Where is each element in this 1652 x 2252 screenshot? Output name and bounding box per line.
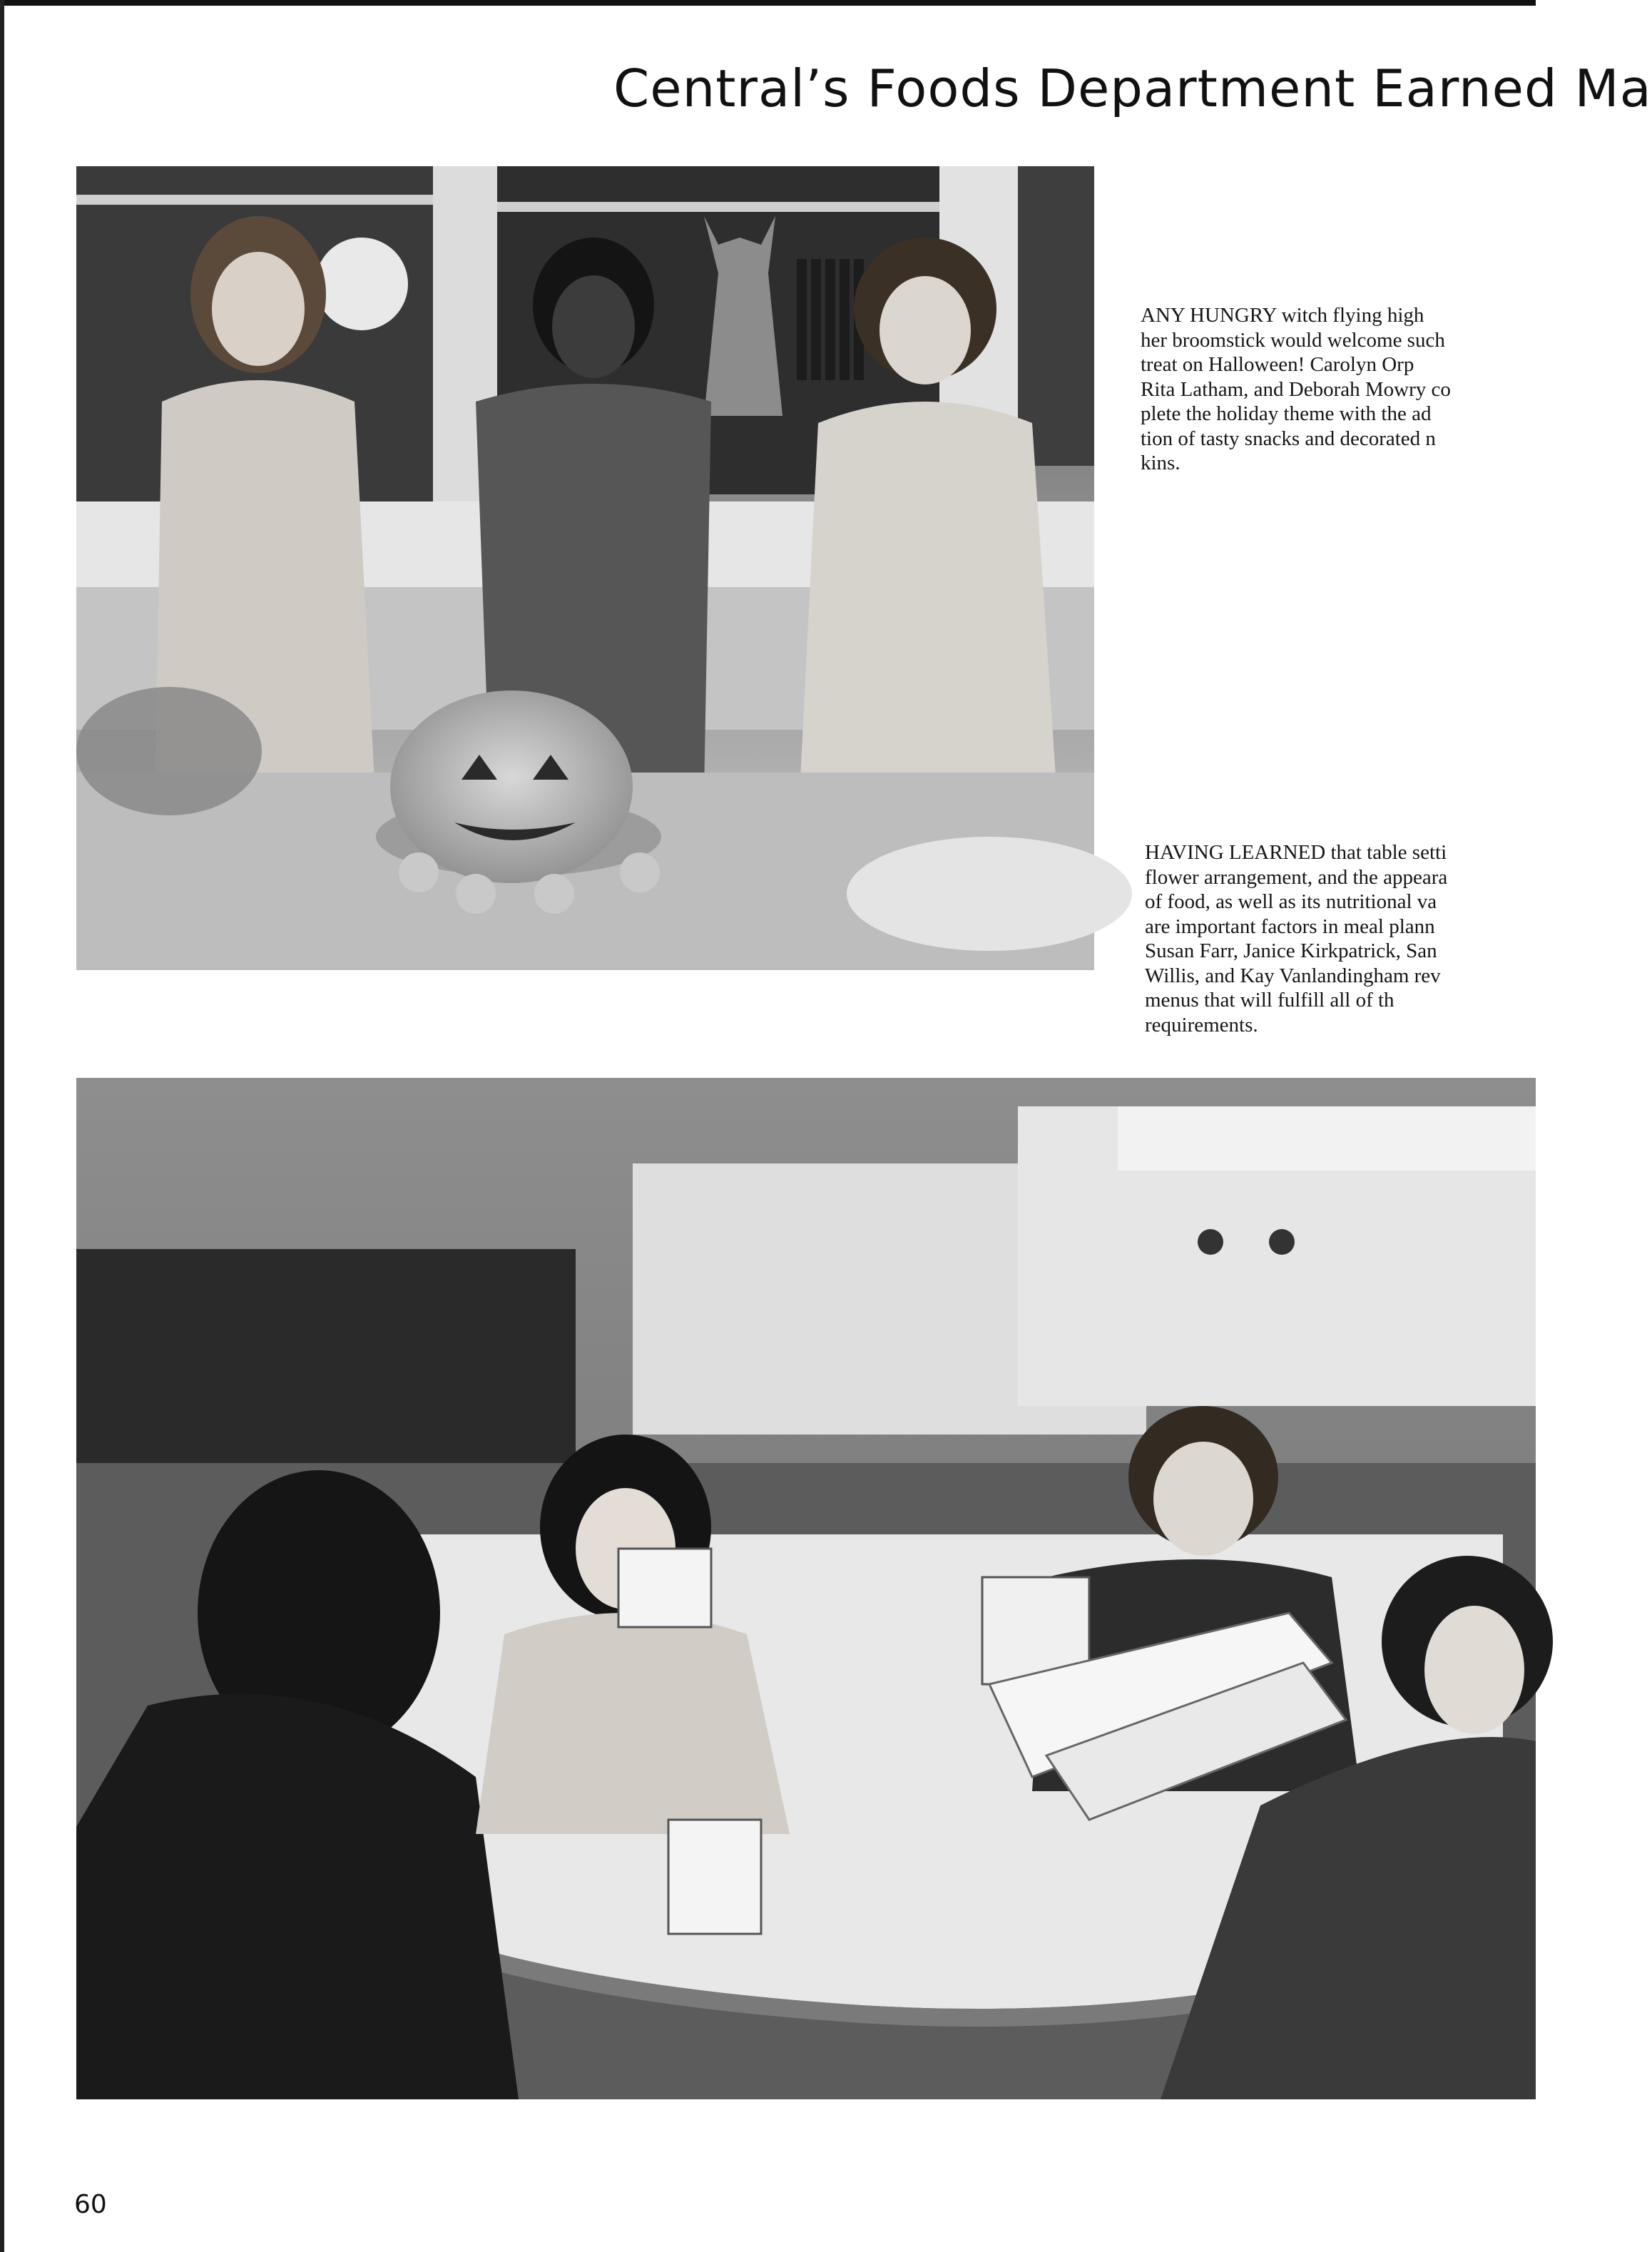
halloween-table-photo xyxy=(76,166,1094,970)
page-top-edge xyxy=(0,0,1536,6)
page-title: Central’s Foods Department Earned Ma xyxy=(613,58,1652,118)
meal-planning-caption: HAVING LEARNED that table setti flower arrangement, and the appeara of food, as well as its nutritional va are important factors in meal plann Susan Farr, Janice Kirkpatrick, San Willis, and Kay Vanlandingham rev menus that will fulfill all of th requirements. xyxy=(1145,841,1448,1036)
page-number: 60 xyxy=(74,2190,107,2219)
meal-planning-table-photo xyxy=(76,1078,1536,2099)
halloween-caption: ANY HUNGRY witch flying high her broomstick would welcome such treat on Halloween! Carolyn Orp Rita Latham, and Deborah Mowry co plete the holiday theme with the ad tion of tasty snacks and decorated n kins. xyxy=(1141,304,1451,474)
page-left-edge xyxy=(0,0,4,2252)
